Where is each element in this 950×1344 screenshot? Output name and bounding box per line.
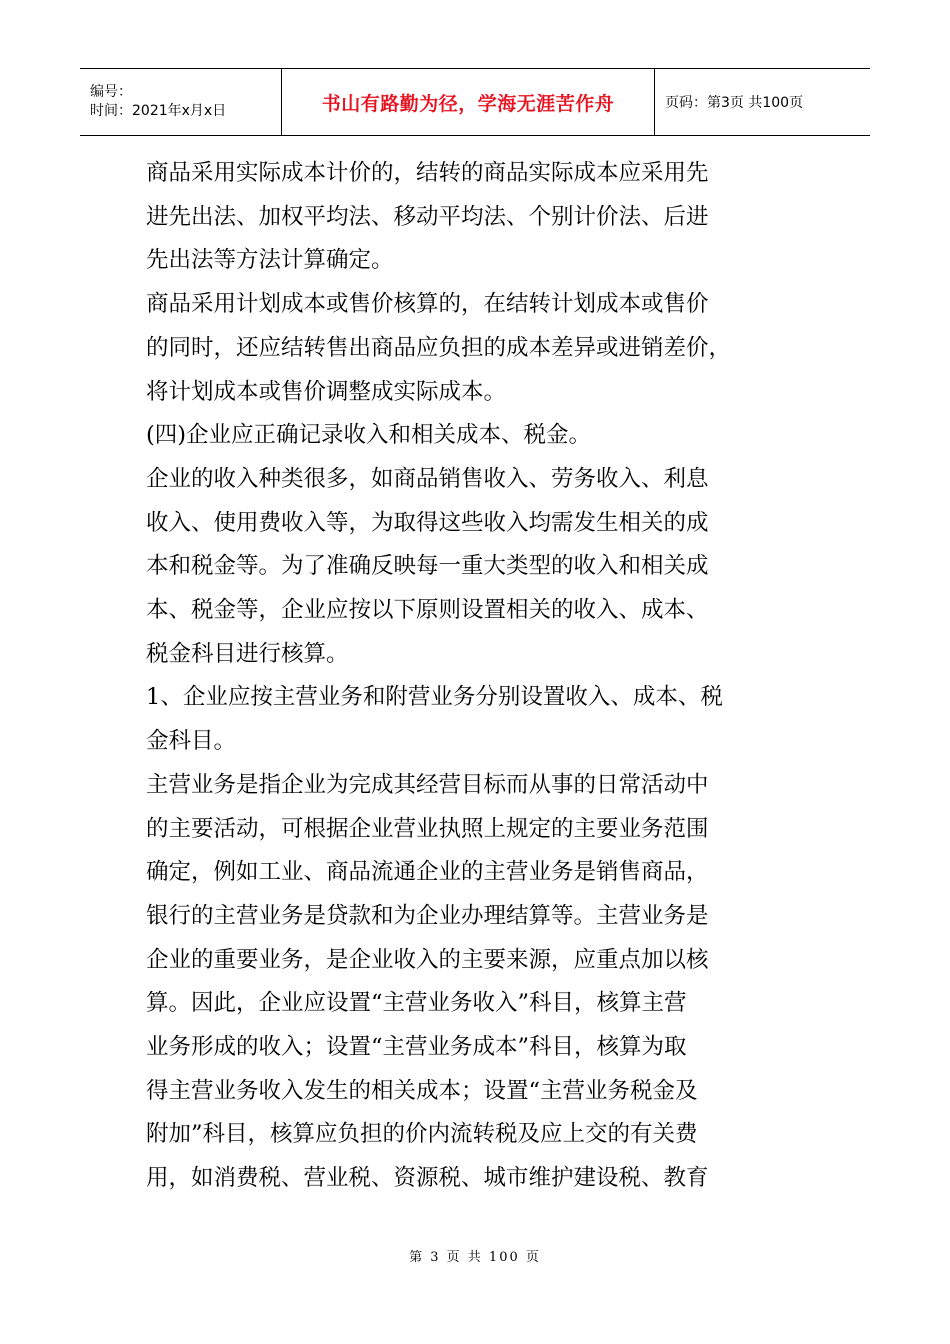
text-line: 企业的重要业务，是企业收入的主要来源，应重点加以核 xyxy=(146,946,709,973)
page-footer: 第 3 页 共 100 页 xyxy=(409,1250,541,1265)
text-line: 的同时，还应结转售出商品应负担的成本差异或进销差价， xyxy=(146,334,732,361)
text-line: 银行的主营业务是贷款和为企业办理结算等。主营业务是 xyxy=(146,902,709,929)
text-line: 金科目。 xyxy=(146,728,237,755)
text-line: 商品采用计划成本或售价核算的，在结转计划成本或售价 xyxy=(146,291,709,318)
text-line: 得主营业务收入发生的相关成本；设置“主营业务税金及 xyxy=(146,1077,698,1104)
text-line: 主营业务是指企业为完成其经营目标而从事的日常活动中 xyxy=(146,771,709,798)
text-line: 附加”科目，核算应负担的价内流转税及应上交的有关费 xyxy=(146,1121,698,1148)
motto-text: 书山有路勤为径，学海无涯苦作舟 xyxy=(321,92,615,115)
text-line: 本和税金等。为了准确反映每一重大类型的收入和相关成 xyxy=(146,553,709,580)
text-line: 用，如消费税、营业税、资源税、城市维护建设税、教育 xyxy=(146,1165,709,1192)
text-line: 收入、使用费收入等，为取得这些收入均需发生相关的成 xyxy=(146,509,709,536)
header-motto-cell xyxy=(282,69,655,135)
text-line: 税金科目进行核算。 xyxy=(146,640,349,667)
page-info: 页码：第3页 共100页 xyxy=(665,95,804,111)
section-heading: (四)企业应正确记录收入和相关成本、税金。 xyxy=(146,422,592,449)
text-line: 1、企业应按主营业务和附营业务分别设置收入、成本、税 xyxy=(146,684,723,711)
text-line: 先出法等方法计算确定。 xyxy=(146,247,394,274)
document-body xyxy=(146,152,806,1201)
text-line: 进先出法、加权平均法、移动平均法、个别计价法、后进 xyxy=(146,203,709,230)
text-line: 企业的收入种类很多，如商品销售收入、劳务收入、利息 xyxy=(146,465,709,492)
text-line: 本、税金等，企业应按以下原则设置相关的收入、成本、 xyxy=(146,597,709,624)
text-line: 确定，例如工业、商品流通企业的主营业务是销售商品， xyxy=(146,859,709,886)
text-line: 将计划成本或售价调整成实际成本。 xyxy=(146,378,507,405)
number-label: 编号： xyxy=(90,84,132,100)
text-line: 商品采用实际成本计价的，结转的商品实际成本应采用先 xyxy=(146,160,709,186)
text-line: 算。因此，企业应设置“主营业务收入”科目，核算主营 xyxy=(146,990,687,1017)
page-header xyxy=(80,68,870,136)
text-line: 的主要活动，可根据企业营业执照上规定的主要业务范围 xyxy=(146,815,709,842)
header-meta-cell xyxy=(80,69,282,135)
text-line: 业务形成的收入；设置“主营业务成本”科目，核算为取 xyxy=(146,1034,687,1061)
header-page-cell xyxy=(655,69,870,135)
date-label: 时间：2021年x月x日 xyxy=(90,103,227,119)
